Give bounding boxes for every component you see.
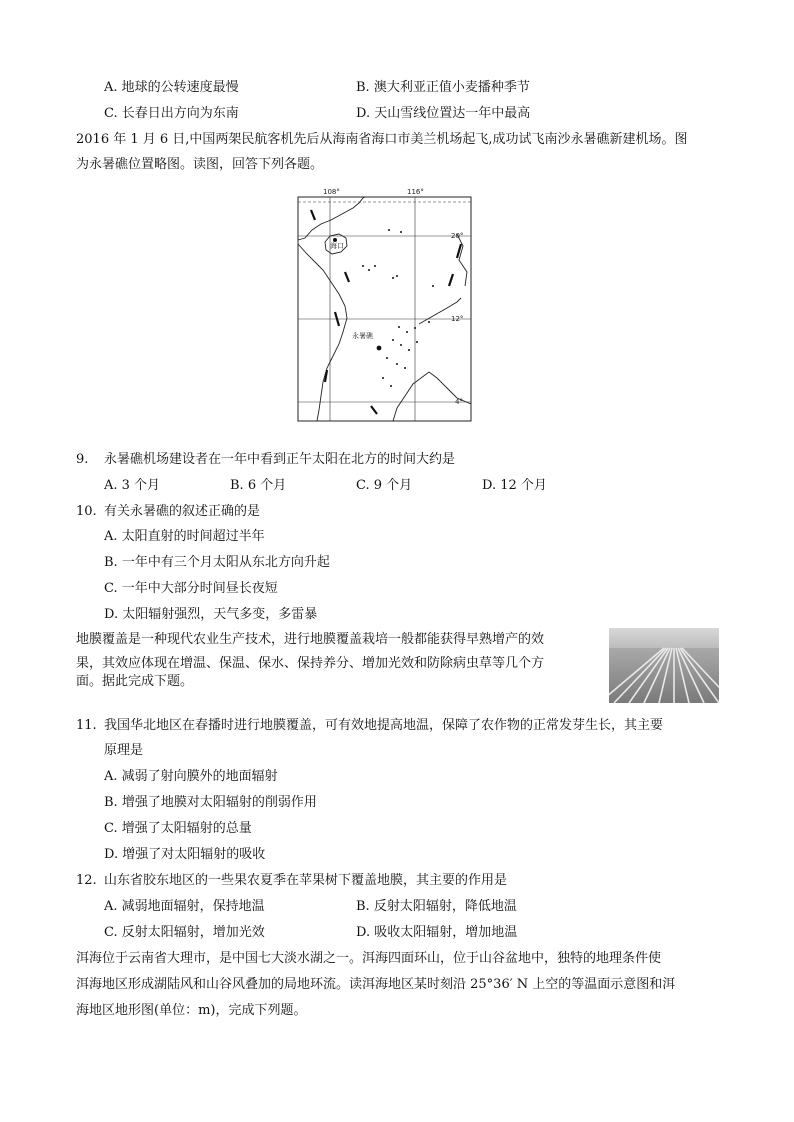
q10-number: 10. [76, 504, 97, 519]
coastline-south-china [298, 197, 365, 240]
q11-number: 11. [76, 718, 97, 733]
island-dots [362, 229, 434, 387]
q10-option-d: D. 太阳辐射强烈，天气多变，多雷暴 [104, 607, 318, 622]
yongshu-reef-location-map [297, 182, 472, 422]
passage1-line2: 为永暑礁位置略图。读图，回答下列各题。 [76, 157, 324, 172]
q11-stem-line1: 我国华北地区在春播时进行地膜覆盖，可有效地提高地温，保障了农作物的正常发芽生长，其主要 [104, 718, 664, 733]
label-yongshu-reef: 永暑礁 [352, 332, 373, 340]
q8-option-d: D. 天山雪线位置达一年中最高 [356, 106, 531, 121]
passage2-line3: 面。据此完成下题。 [76, 674, 194, 689]
label-lon-116: 116° [407, 188, 424, 196]
q8-option-b: B. 澳大利亚正值小麦播种季节 [356, 80, 530, 95]
q8-option-c: C. 长春日出方向为东南 [104, 106, 239, 121]
passage1-line1: 2016 年 1 月 6 日,中国两架民航客机先后从海南省海口市美兰机场起飞,成功试飞南沙永暑礁新建机场。图 [76, 132, 688, 147]
q9-option-a: A. 3 个月 [104, 478, 161, 493]
q11-option-c: C. 增强了太阳辐射的总量 [104, 821, 252, 836]
q9-option-b: B. 6 个月 [230, 478, 287, 493]
q9-stem: 永暑礁机场建设者在一年中看到正午太阳在北方的时间大约是 [104, 452, 456, 467]
q11-stem-line2: 原理是 [104, 743, 144, 758]
film-mulch-field-photo [609, 628, 719, 703]
q12-option-d: D. 吸收太阳辐射，增加地温 [356, 925, 518, 940]
q9-option-d: D. 12 个月 [482, 478, 547, 493]
q8-option-a: A. 地球的公转速度最慢 [104, 80, 239, 95]
q10-option-b: B. 一年中有三个月太阳从东北方向升起 [104, 555, 330, 570]
q11-option-b: B. 增强了地膜对太阳辐射的削弱作用 [104, 795, 317, 810]
q10-option-c: C. 一年中大部分时间昼长夜短 [104, 581, 278, 596]
q10-option-a: A. 太阳直射的时间超过半年 [104, 529, 265, 544]
q9-number: 9. [76, 452, 89, 467]
passage2-line2: 果，其效应体现在增温、保温、保水、保持养分、增加光效和防除病虫草等几个方 [76, 656, 545, 671]
q10-stem: 有关永暑礁的叙述正确的是 [104, 504, 261, 519]
passage3-line2: 洱海地区形成湖陆风和山谷风叠加的局地环流。读洱海地区某时刻沿 25°36′ N 上空的等温面示意图和洱 [76, 977, 676, 992]
passage2-line1: 地膜覆盖是一种现代农业生产技术，进行地膜覆盖栽培一般都能获得早熟增产的效 [76, 632, 545, 647]
label-haikou: 海口 [330, 242, 344, 250]
passage3-line3: 海地区地形图(单位：m)，完成下列题。 [76, 1003, 307, 1018]
coastline-borneo [393, 372, 471, 421]
label-lat-12: 12° [451, 315, 464, 323]
label-lat-20: 20° [451, 232, 464, 240]
q9-option-c: C. 9 个月 [356, 478, 413, 493]
label-lon-108: 108° [323, 188, 340, 196]
yongshu-reef-marker [377, 346, 382, 351]
coastline-indochina [298, 244, 347, 421]
label-lat-4: 4° [455, 398, 463, 406]
q12-number: 12. [76, 873, 97, 888]
philippines-luzon [457, 234, 467, 286]
q12-option-c: C. 反射太阳辐射，增加光效 [104, 925, 265, 940]
q11-option-d: D. 增强了对太阳辐射的吸收 [104, 847, 266, 862]
passage3-line1: 洱海位于云南省大理市，是中国七大淡水湖之一。洱海四面环山，位于山谷盆地中，独特的地理条件使 [76, 951, 662, 966]
q11-option-a: A. 减弱了射向膜外的地面辐射 [104, 769, 278, 784]
q12-option-b: B. 反射太阳辐射，降低地温 [356, 899, 517, 914]
q12-stem: 山东省胶东地区的一些果农夏季在苹果树下覆盖地膜，其主要的作用是 [104, 873, 508, 888]
q12-option-a: A. 减弱地面辐射，保持地温 [104, 899, 265, 914]
